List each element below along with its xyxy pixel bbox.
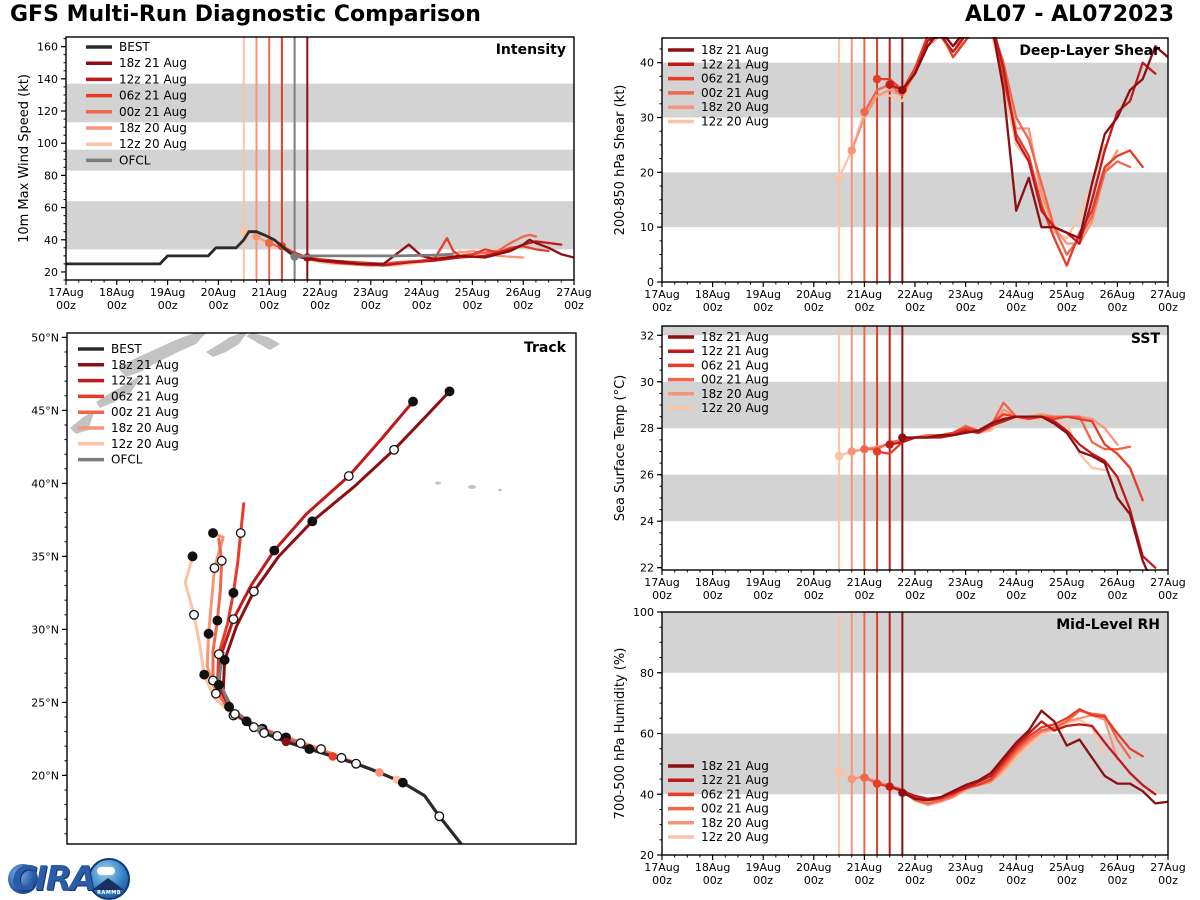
- track-marker: [273, 732, 282, 741]
- legend-label: BEST: [111, 342, 142, 356]
- y-axis-label: Sea Surface Temp (°C): [613, 374, 628, 522]
- svg-text:160: 160: [37, 40, 58, 54]
- track-marker: [213, 616, 222, 625]
- legend-label: 12z 21 Aug: [701, 57, 769, 72]
- cira-logo-text: CIRA: [12, 859, 95, 899]
- svg-text:00z: 00z: [513, 299, 534, 312]
- svg-text:00z: 00z: [564, 299, 584, 312]
- legend-label: 12z 21 Aug: [701, 344, 769, 359]
- track-marker: [409, 397, 418, 406]
- svg-text:00z: 00z: [462, 299, 483, 312]
- svg-text:00z: 00z: [702, 874, 723, 887]
- init-point: [835, 452, 843, 460]
- svg-text:22Aug: 22Aug: [897, 576, 933, 589]
- track-18z-21-Aug: [223, 391, 449, 741]
- svg-text:23Aug: 23Aug: [947, 861, 984, 874]
- svg-text:19Aug: 19Aug: [745, 288, 781, 301]
- svg-text:40°N: 40°N: [31, 477, 59, 491]
- legend-label: 00z 21 Aug: [111, 405, 179, 420]
- svg-text:00z: 00z: [1056, 301, 1077, 314]
- svg-text:30: 30: [640, 111, 654, 125]
- svg-text:19Aug: 19Aug: [149, 286, 186, 299]
- svg-text:00z: 00z: [1158, 874, 1178, 887]
- svg-text:21Aug: 21Aug: [846, 861, 883, 874]
- y-axis-label: 10m Max Wind Speed (kt): [17, 74, 32, 243]
- svg-text:00z: 00z: [652, 301, 672, 314]
- svg-text:00z: 00z: [1158, 589, 1178, 602]
- track-18z-20-Aug: [207, 533, 379, 773]
- track-marker: [215, 681, 224, 690]
- legend-label: 06z 21 Aug: [701, 358, 769, 373]
- legend-label: 18z 21 Aug: [119, 56, 187, 71]
- svg-text:00z: 00z: [702, 589, 723, 602]
- track-marker: [236, 529, 245, 538]
- svg-text:00z: 00z: [803, 301, 824, 314]
- figure-title: GFS Multi-Run Diagnostic Comparison: [10, 2, 481, 27]
- island: [435, 482, 441, 485]
- svg-text:00z: 00z: [905, 874, 925, 887]
- mountain-icon: [92, 878, 124, 890]
- svg-text:20: 20: [640, 849, 654, 862]
- svg-text:25Aug: 25Aug: [1049, 288, 1085, 301]
- track-00z-21-Aug: [213, 539, 356, 764]
- svg-text:22Aug: 22Aug: [897, 861, 933, 874]
- svg-text:26Aug: 26Aug: [1099, 861, 1136, 874]
- svg-text:25Aug: 25Aug: [454, 286, 491, 299]
- panel-title: Mid-Level RH: [1056, 617, 1160, 633]
- rh-panel: [613, 606, 1186, 887]
- track-marker: [260, 729, 269, 738]
- svg-text:00z: 00z: [310, 299, 330, 312]
- svg-text:00z: 00z: [1006, 589, 1027, 602]
- init-point: [873, 75, 881, 83]
- legend-label: 00z 21 Aug: [119, 104, 187, 119]
- svg-text:100: 100: [633, 606, 654, 619]
- track-marker: [209, 529, 218, 538]
- legend-label: 18z 21 Aug: [111, 357, 179, 372]
- legend-label: 00z 21 Aug: [701, 801, 769, 816]
- svg-text:00z: 00z: [955, 301, 976, 314]
- svg-text:120: 120: [37, 105, 58, 119]
- svg-text:00z: 00z: [955, 589, 976, 602]
- track-marker: [250, 587, 259, 596]
- track-marker: [220, 656, 229, 665]
- svg-text:32: 32: [640, 329, 654, 343]
- svg-text:60: 60: [44, 201, 58, 215]
- svg-text:00z: 00z: [106, 299, 127, 312]
- track-12z-21-Aug: [219, 402, 413, 749]
- track-marker: [337, 754, 346, 763]
- svg-text:18Aug: 18Aug: [694, 288, 731, 301]
- init-point: [886, 80, 894, 88]
- svg-text:27Aug: 27Aug: [1150, 576, 1186, 589]
- legend-label: BEST: [119, 40, 150, 54]
- svg-text:26Aug: 26Aug: [1099, 288, 1136, 301]
- track-marker: [305, 745, 314, 754]
- legend-label: 12z 20 Aug: [119, 137, 187, 152]
- svg-text:00z: 00z: [1107, 874, 1128, 887]
- track-marker: [212, 689, 221, 698]
- track-marker: [445, 387, 454, 396]
- track-marker: [435, 812, 444, 821]
- track-marker: [296, 739, 305, 748]
- svg-text:35°N: 35°N: [31, 550, 59, 564]
- track-marker: [308, 517, 317, 526]
- legend-label: 12z 20 Aug: [701, 830, 769, 844]
- svg-text:23Aug: 23Aug: [947, 576, 984, 589]
- svg-text:22Aug: 22Aug: [897, 288, 933, 301]
- init-point: [898, 789, 906, 797]
- svg-text:80: 80: [640, 666, 654, 680]
- track-marker: [204, 629, 213, 638]
- sst-panel: [613, 325, 1186, 602]
- legend-label: 12z 21 Aug: [119, 72, 187, 87]
- legend-label: 18z 21 Aug: [701, 43, 769, 57]
- svg-text:00z: 00z: [1006, 301, 1027, 314]
- svg-text:00z: 00z: [702, 301, 723, 314]
- landmass: [206, 333, 247, 357]
- svg-text:00z: 00z: [803, 589, 824, 602]
- legend-label: 06z 21 Aug: [701, 787, 769, 802]
- svg-text:21Aug: 21Aug: [846, 288, 883, 301]
- svg-text:00z: 00z: [360, 299, 381, 312]
- svg-text:23Aug: 23Aug: [947, 288, 984, 301]
- svg-text:30: 30: [640, 375, 654, 389]
- svg-text:00z: 00z: [157, 299, 178, 312]
- island: [498, 489, 502, 492]
- init-point: [835, 174, 843, 182]
- init-point: [873, 779, 881, 787]
- svg-text:25Aug: 25Aug: [1049, 861, 1085, 874]
- svg-text:21Aug: 21Aug: [846, 576, 883, 589]
- svg-text:00z: 00z: [905, 301, 925, 314]
- svg-text:00z: 00z: [955, 874, 976, 887]
- svg-text:25Aug: 25Aug: [1049, 576, 1085, 589]
- svg-text:00z: 00z: [854, 589, 875, 602]
- init-point: [886, 782, 894, 790]
- svg-text:00z: 00z: [652, 874, 672, 887]
- svg-text:24Aug: 24Aug: [998, 288, 1034, 301]
- legend-label: 18z 20 Aug: [119, 121, 187, 135]
- track-marker: [231, 710, 240, 719]
- svg-text:27Aug: 27Aug: [1150, 861, 1186, 874]
- legend-label: 12z 20 Aug: [701, 401, 769, 415]
- svg-text:20Aug: 20Aug: [796, 861, 832, 874]
- legend-label: 18z 20 Aug: [701, 386, 769, 401]
- svg-text:140: 140: [37, 72, 58, 86]
- legend-label: OFCL: [119, 153, 151, 168]
- svg-text:00z: 00z: [1107, 589, 1128, 602]
- panel-title: Intensity: [495, 42, 566, 58]
- svg-text:17Aug: 17Aug: [644, 576, 680, 589]
- svg-text:21Aug: 21Aug: [251, 286, 287, 299]
- svg-text:20Aug: 20Aug: [796, 576, 832, 589]
- track-marker: [352, 759, 361, 768]
- init-point: [860, 445, 868, 453]
- svg-text:00z: 00z: [411, 299, 432, 312]
- init-point: [848, 146, 856, 154]
- svg-text:18Aug: 18Aug: [99, 286, 135, 299]
- track-marker: [200, 670, 209, 679]
- track-panel: [31, 331, 576, 844]
- legend-label: 18z 21 Aug: [701, 330, 769, 344]
- track-marker: [270, 546, 279, 555]
- category-band: [662, 475, 1168, 521]
- init-point: [848, 775, 856, 783]
- track-marker: [344, 472, 353, 481]
- svg-text:60: 60: [640, 727, 654, 741]
- track-marker: [317, 745, 326, 754]
- legend-label: 00z 21 Aug: [701, 372, 769, 387]
- legend-label: 18z 20 Aug: [111, 421, 179, 435]
- panel-title: Deep-Layer Shear: [1019, 43, 1160, 59]
- y-axis-label: 700-500 hPa Humidity (%): [613, 647, 628, 820]
- legend-label: OFCL: [111, 452, 143, 467]
- legend-label: 12z 21 Aug: [701, 773, 769, 788]
- svg-text:17Aug: 17Aug: [644, 288, 680, 301]
- svg-text:26Aug: 26Aug: [505, 286, 541, 299]
- init-point: [873, 447, 881, 455]
- track-BEST: [248, 724, 461, 844]
- svg-text:00z: 00z: [1056, 874, 1077, 887]
- init-point: [835, 767, 843, 775]
- svg-text:22Aug: 22Aug: [302, 286, 338, 299]
- legend-label: 00z 21 Aug: [701, 85, 769, 100]
- svg-text:00z: 00z: [854, 874, 875, 887]
- init-point: [886, 440, 894, 448]
- track-marker: [225, 702, 234, 711]
- init-point: [898, 433, 906, 441]
- svg-text:20°N: 20°N: [31, 769, 59, 783]
- track-start-point: [375, 768, 384, 777]
- legend-label: 12z 20 Aug: [111, 436, 179, 451]
- panel-title: Track: [524, 340, 566, 356]
- svg-text:25°N: 25°N: [31, 696, 59, 710]
- category-band: [66, 201, 574, 249]
- svg-text:00z: 00z: [803, 874, 824, 887]
- svg-text:00z: 00z: [652, 589, 672, 602]
- svg-text:26: 26: [640, 468, 654, 482]
- svg-text:00z: 00z: [753, 301, 774, 314]
- svg-text:00z: 00z: [1107, 301, 1128, 314]
- init-point: [860, 108, 868, 116]
- track-marker: [229, 615, 238, 624]
- landmass: [246, 333, 280, 350]
- svg-text:45°N: 45°N: [31, 404, 59, 418]
- svg-text:00z: 00z: [208, 299, 229, 312]
- track-marker: [229, 589, 238, 598]
- svg-text:00z: 00z: [1006, 874, 1027, 887]
- svg-text:19Aug: 19Aug: [745, 576, 781, 589]
- svg-text:17Aug: 17Aug: [644, 861, 680, 874]
- legend-label: 06z 21 Aug: [119, 88, 187, 103]
- svg-text:80: 80: [44, 169, 58, 183]
- legend-label: 12z 21 Aug: [111, 373, 179, 388]
- cira-rammb-logo: [8, 858, 130, 900]
- track-marker: [399, 778, 408, 787]
- series-OFCL: [295, 254, 453, 256]
- track-marker: [190, 610, 199, 619]
- init-point: [860, 773, 868, 781]
- cloud-icon: [97, 867, 115, 875]
- svg-text:40: 40: [640, 788, 654, 802]
- island: [468, 485, 476, 489]
- svg-text:28: 28: [640, 422, 654, 436]
- svg-text:40: 40: [640, 56, 654, 70]
- svg-text:24Aug: 24Aug: [403, 286, 440, 299]
- init-point: [898, 86, 906, 94]
- svg-text:24Aug: 24Aug: [998, 861, 1034, 874]
- legend-label: 12z 20 Aug: [701, 114, 769, 129]
- svg-text:23Aug: 23Aug: [353, 286, 389, 299]
- legend-label: 06z 21 Aug: [111, 389, 179, 404]
- svg-text:00z: 00z: [753, 874, 774, 887]
- rammb-logo-text: RAMMB: [97, 890, 122, 896]
- svg-text:00z: 00z: [905, 589, 925, 602]
- y-axis-label: 200-850 hPa Shear (kt): [613, 84, 628, 236]
- svg-text:24: 24: [640, 515, 654, 529]
- svg-text:18Aug: 18Aug: [694, 861, 731, 874]
- track-marker: [188, 552, 197, 561]
- legend-label: 18z 21 Aug: [701, 759, 769, 773]
- track-marker: [217, 556, 226, 565]
- svg-text:24Aug: 24Aug: [998, 576, 1034, 589]
- svg-text:00z: 00z: [56, 299, 76, 312]
- shear-panel: [613, 13, 1186, 314]
- legend-label: 18z 20 Aug: [701, 815, 769, 830]
- track-marker: [210, 564, 219, 573]
- svg-text:00z: 00z: [854, 301, 875, 314]
- svg-text:22: 22: [640, 561, 654, 575]
- track-marker: [390, 446, 399, 455]
- svg-text:0: 0: [647, 276, 654, 289]
- init-point: [290, 252, 298, 260]
- svg-text:00z: 00z: [1056, 589, 1077, 602]
- svg-text:19Aug: 19Aug: [745, 861, 781, 874]
- svg-text:20: 20: [44, 265, 58, 279]
- storm-id: AL07 - AL072023: [965, 2, 1174, 27]
- svg-text:00z: 00z: [1158, 301, 1178, 314]
- intensity-panel: [17, 36, 592, 312]
- init-point: [848, 447, 856, 455]
- svg-text:40: 40: [44, 233, 58, 247]
- rammb-logo: [88, 858, 130, 900]
- svg-text:00z: 00z: [259, 299, 280, 312]
- track-start-point: [282, 738, 291, 747]
- track-marker: [242, 717, 251, 726]
- svg-text:20: 20: [640, 166, 654, 180]
- svg-text:50°N: 50°N: [31, 331, 59, 345]
- svg-text:26Aug: 26Aug: [1099, 576, 1136, 589]
- panel-title: SST: [1130, 331, 1160, 347]
- svg-text:20Aug: 20Aug: [200, 286, 237, 299]
- svg-text:10: 10: [640, 221, 654, 235]
- svg-text:27Aug: 27Aug: [1150, 288, 1186, 301]
- legend-label: 06z 21 Aug: [701, 71, 769, 86]
- svg-text:27Aug: 27Aug: [556, 286, 592, 299]
- svg-text:18Aug: 18Aug: [694, 576, 731, 589]
- svg-text:100: 100: [37, 137, 58, 151]
- svg-text:30°N: 30°N: [31, 623, 59, 637]
- svg-text:17Aug: 17Aug: [48, 286, 84, 299]
- legend-label: 18z 20 Aug: [701, 100, 769, 115]
- svg-text:00z: 00z: [753, 589, 774, 602]
- svg-text:20Aug: 20Aug: [796, 288, 832, 301]
- track-start-point: [328, 752, 337, 761]
